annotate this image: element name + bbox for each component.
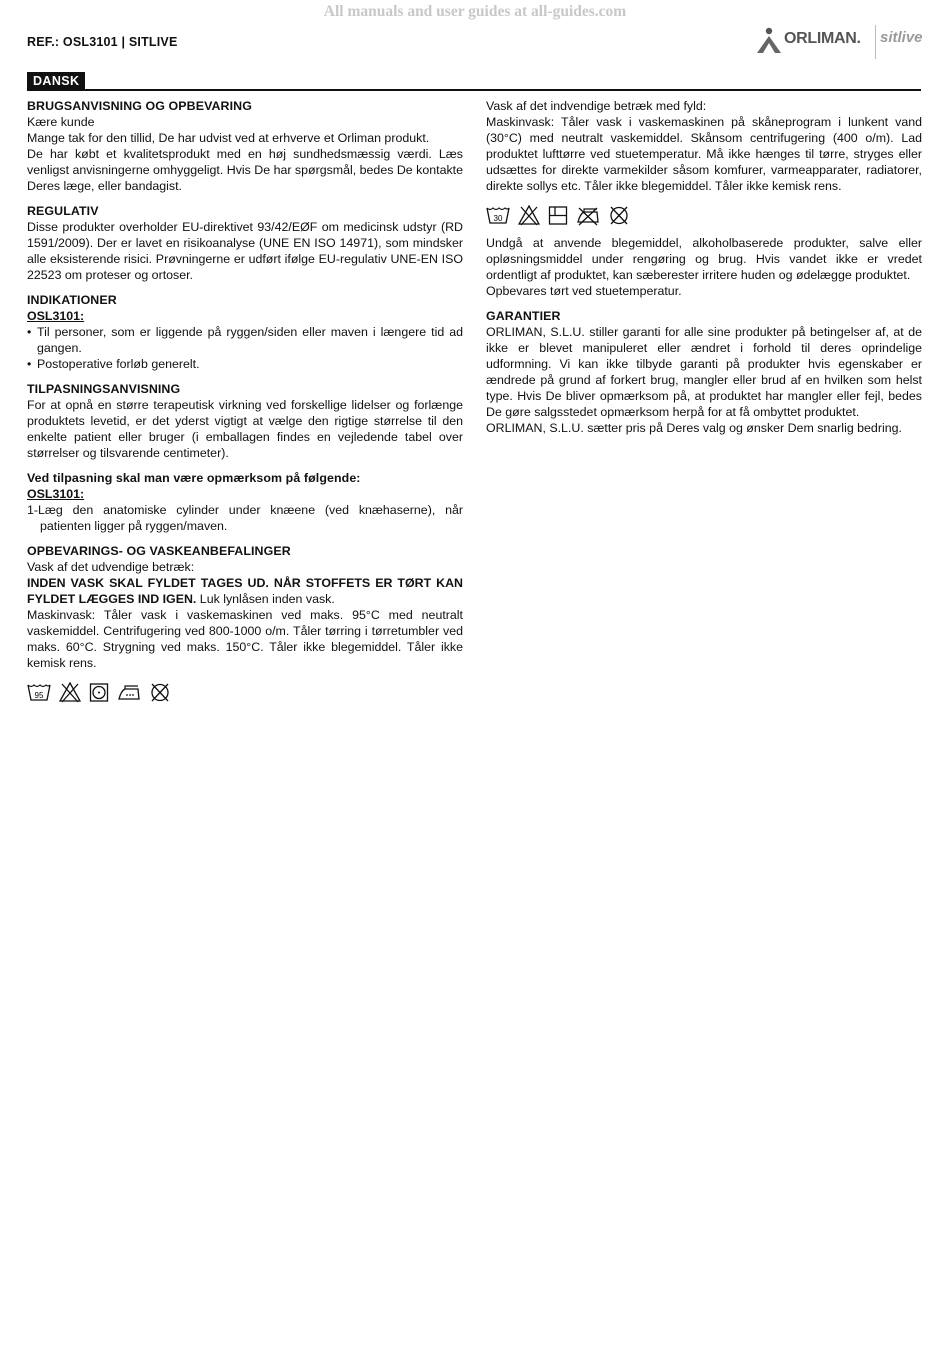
no-iron-icon (576, 204, 600, 226)
indication-1: Til personer, som er liggende på ryggen/siden eller maven i længere tid ad gangen. (37, 325, 463, 355)
care-symbols (27, 681, 463, 703)
iron-icon (117, 681, 141, 703)
intro-text: De har købt et kvalitetsprodukt med en høj sundhedsmæssig værdi. Læs venligst anvisningerne omhyggeligt. Hvis De har spørgsmål, bedes De kontakte Deres læge, eller bandagist. (27, 147, 463, 193)
list-item: • Til personer, som er liggende på ryggen/siden eller maven i længere tid ad gangen. (27, 325, 463, 355)
avoid-chemicals-text: Undgå at anvende blegemiddel, alkoholbaserede produkter, salve eller opløsningsmiddel under rengøring og brug. Hvis vandet ikke er vredet ordentligt af produktet, kan sæberester irritere huden og ødelægge produktet. (486, 236, 922, 282)
logo-divider (875, 25, 876, 59)
machine-wash-text: Maskinvask: Tåler vask i vaskemaskinen ved maks. 95°C med neutralt vaskemiddel. Centrifugering ved 800-1000 o/m. Tåler tørring i tørretumbler ved maks. 60°C. Strygning ved maks. 150°C. Tåler ikke blegemiddel. Tåler ikke kemisk rens. (27, 608, 463, 670)
no-dry-clean-icon (149, 681, 171, 703)
section-title-fitting: TILPASNINGSANVISNING (27, 382, 181, 396)
product-line: sitlive (880, 29, 923, 46)
thanks-text: Mange tak for den tillid, De har udvist ved at erhverve et Orliman produkt. (27, 131, 430, 145)
section-title-regulation: REGULATIV (27, 204, 99, 218)
section-title-fitting-notes: Ved tilpasning skal man være opmærksom på følgende: (27, 471, 361, 485)
regulation-text: Disse produkter overholder EU-direktivet 93/42/EØF om medicinsk udstyr (RD 1591/2009). Der er lavet en risikoanalyse (UNE EN ISO 14971), som mindsker alle eksisterende risici. Prøvningerne er udført ifølge EU-regulativ UNE-EN ISO 22523 om proteser og ortoser. (27, 220, 463, 282)
fitting-ref: OSL3101: (27, 487, 85, 501)
right-column (486, 98, 922, 436)
outer-cover-label: Vask af det udvendige betræk: (27, 560, 195, 574)
indication-2: Postoperative forløb generelt. (37, 357, 200, 371)
care-symbols-inner (486, 204, 922, 226)
section-title-warranty: GARANTIER (486, 309, 561, 323)
care-warning-bold: INDEN VASK SKAL FYLDET TAGES UD. NÅR STOFFETS ER TØRT KAN FYLDET LÆGGES IND IGEN. (27, 576, 463, 606)
section-title-instructions: BRUGSANVISNING OG OPBEVARING (27, 99, 252, 113)
care-warning-rest: Luk lynlåsen inden vask. (196, 592, 335, 606)
tumble-dry-icon (89, 681, 109, 703)
wash-temp-label: 95 (34, 691, 44, 700)
list-item: • Postoperative forløb generelt. (27, 357, 200, 371)
language-tag: DANSK (27, 72, 85, 90)
fitting-text: For at opnå en større terapeutisk virkning ved forskellige lidelser og forlænge produktets levetid, er det yderst vigtigt at vælge den rigtige størrelse til den enkelte patient eller bruger (i emballagen findes en vejledende tabel over størrelser og tilsvarende centimeter). (27, 398, 463, 460)
care-warning (27, 575, 463, 607)
wash-95-icon (27, 681, 51, 703)
dry-flat-icon (548, 204, 568, 226)
indications-ref: OSL3101: (27, 309, 85, 323)
header-rule (27, 89, 921, 91)
no-bleach-icon (59, 681, 81, 703)
section-title-care: OPBEVARINGS- OG VASKEANBEFALINGER (27, 544, 291, 558)
reference-label: REF.: OSL3101 | SITLIVE (27, 35, 178, 49)
wash-temp-label: 30 (493, 214, 503, 223)
no-bleach-icon (518, 204, 540, 226)
warranty-text: ORLIMAN, S.L.U. stiller garanti for alle sine produkter på betingelser af, at de ikke er blevet manipuleret eller ændret i forhold til deres oprindelige udformning. Vi kan ikke tilbyde garanti på produkter hvis egenskaber er ændrede på grund af forkert brug, mangler eller brud af en hvilken som helst type. Hvis De bliver opmærksom på, at produktet har mangler eller fejl, bedes De gøre salgsstedet opmærksom herpå for at få ombyttet produktet. (486, 325, 922, 419)
brand-name: ORLIMAN. (784, 30, 861, 47)
closing-text: ORLIMAN, S.L.U. sætter pris på Deres valg og ønsker Dem snarlig bedring. (486, 421, 902, 435)
greeting: Kære kunde (27, 115, 95, 129)
section-title-indications: INDIKATIONER (27, 293, 117, 307)
storage-text: Opbevares tørt ved stuetemperatur. (486, 284, 682, 298)
left-column (27, 98, 463, 703)
fitting-step-1: 1-Læg den anatomiske cylinder under knæene (ved knæhaserne), når patienten ligger på ryggen/maven. (27, 503, 463, 533)
inner-cover-label: Vask af det indvendige betræk med fyld: (486, 99, 707, 113)
inner-wash-text: Maskinvask: Tåler vask i vaskemaskinen på skåneprogram i lunkent vand (30°C) med neutralt vaskemiddel. Skånsom centrifugering (400 o/m). Lad produktet lufttørre ved stuetemperatur. Må ikke hænges til tørre, stryges eller udsættes for direkte varmekilder såsom komfurer, varmeapparater, radiatorer, direkte sollys etc. Tåler ikke blegemiddel. Tåler ikke kemisk rens. (486, 115, 922, 193)
no-dry-clean-icon (608, 204, 630, 226)
orliman-logo-icon (754, 26, 784, 56)
wash-30-icon (486, 204, 510, 226)
orliman-logo (754, 22, 924, 62)
watermark: All manuals and user guides at all-guides.com (323, 3, 627, 20)
